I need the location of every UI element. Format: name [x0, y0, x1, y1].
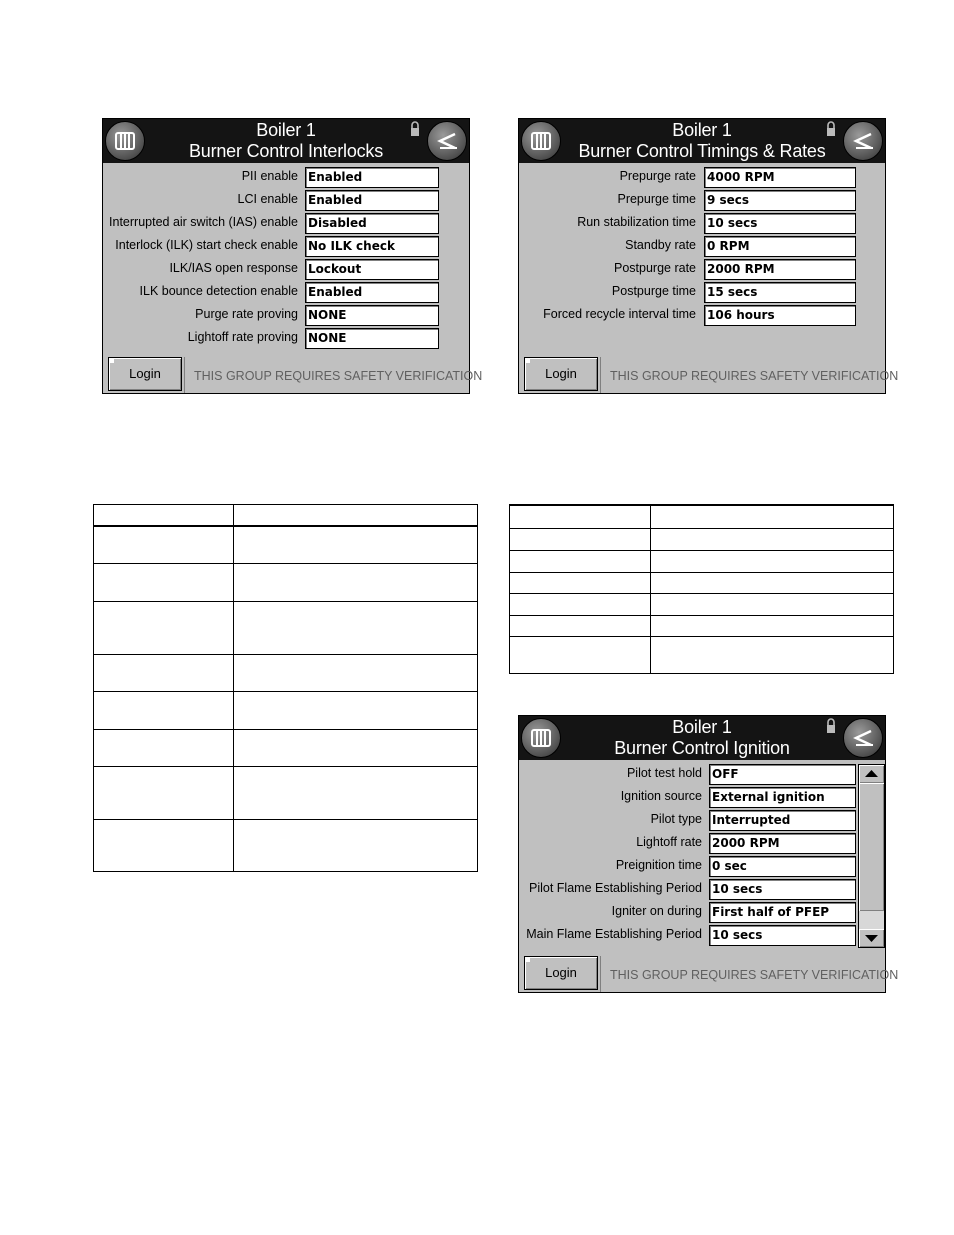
interlocks-description-table	[93, 504, 478, 872]
login-button[interactable]	[108, 357, 182, 391]
row-label: ILK bounce detection enable	[139, 284, 298, 298]
title-line-2: Burner Control Timings & Rates	[578, 141, 826, 161]
login-button[interactable]	[524, 956, 598, 990]
row-value-field[interactable]: 10 secs	[709, 925, 856, 946]
row-value-field[interactable]: 10 secs	[709, 879, 856, 900]
table-row	[94, 692, 478, 730]
row-label: Pilot type	[650, 812, 702, 826]
row-value-field[interactable]: 4000 RPM	[704, 167, 856, 188]
table-row	[94, 655, 478, 692]
row-label: Interrupted air switch (IAS) enable	[109, 215, 298, 229]
table-row	[510, 572, 894, 593]
row-label: Postpurge rate	[614, 261, 696, 275]
vertical-scrollbar[interactable]	[858, 764, 885, 948]
title-line-2: Burner Control Ignition	[614, 738, 790, 758]
panel-footer	[103, 355, 483, 393]
login-label: Login	[545, 366, 577, 381]
back-arrow-icon[interactable]	[843, 121, 883, 161]
row-value-field[interactable]: No ILK check	[305, 236, 439, 257]
scroll-down-arrow-icon[interactable]	[859, 929, 884, 947]
safety-verification-notice: THIS GROUP REQUIRES SAFETY VERIFICATION	[610, 968, 899, 982]
table-row	[94, 526, 478, 564]
table-header-cell	[234, 505, 478, 526]
row-label: Prepurge rate	[619, 169, 696, 183]
table-row	[510, 593, 894, 615]
title-bar	[519, 119, 885, 163]
panel-title	[147, 120, 425, 162]
row-value-field[interactable]: Enabled	[305, 167, 439, 188]
table-header-cell	[510, 505, 651, 528]
row-label: LCI enable	[237, 192, 298, 206]
table-row	[510, 528, 894, 550]
row-value-field[interactable]: 0 RPM	[704, 236, 856, 257]
row-value-field[interactable]: Lockout	[305, 259, 439, 280]
boiler-home-icon[interactable]	[521, 718, 561, 758]
row-value-field[interactable]: 10 secs	[704, 213, 856, 234]
row-label: Lightoff rate proving	[187, 330, 298, 344]
row-label: Main Flame Establishing Period	[526, 927, 702, 941]
panel-title	[563, 717, 841, 759]
title-line-1: Boiler 1	[256, 120, 316, 140]
title-line-1: Boiler 1	[672, 717, 732, 737]
timings-description-table	[509, 504, 894, 674]
row-value-field[interactable]: Enabled	[305, 190, 439, 211]
row-value-field[interactable]: Disabled	[305, 213, 439, 234]
table-row	[94, 730, 478, 767]
login-label: Login	[545, 965, 577, 980]
row-value-field[interactable]: Interrupted	[709, 810, 856, 831]
row-label: Lightoff rate	[636, 835, 702, 849]
row-label: ILK/IAS open response	[169, 261, 298, 275]
row-label: Prepurge time	[617, 192, 696, 206]
row-label: Ignition source	[620, 789, 702, 803]
boiler-home-icon[interactable]	[521, 121, 561, 161]
login-label: Login	[129, 366, 161, 381]
lock-icon	[825, 718, 837, 734]
panel-footer	[519, 954, 899, 992]
row-label: Pilot test hold	[626, 766, 702, 780]
ignition-panel	[518, 715, 899, 993]
scroll-up-arrow-icon[interactable]	[859, 765, 884, 783]
table-row	[94, 767, 478, 820]
row-label: PII enable	[241, 169, 298, 183]
row-label: Preignition time	[615, 858, 702, 872]
timings-rates-panel	[518, 118, 899, 394]
login-button[interactable]	[524, 357, 598, 391]
row-value-field[interactable]: 9 secs	[704, 190, 856, 211]
row-value-field[interactable]: 2000 RPM	[709, 833, 856, 854]
boiler-home-icon[interactable]	[105, 121, 145, 161]
scrollbar-thumb[interactable]	[859, 783, 884, 911]
row-value-field[interactable]: First half of PFEP	[709, 902, 856, 923]
lock-icon	[825, 121, 837, 137]
back-arrow-icon[interactable]	[843, 718, 883, 758]
row-label: Purge rate proving	[195, 307, 298, 321]
table-row	[510, 636, 894, 673]
row-value-field[interactable]: External ignition	[709, 787, 856, 808]
row-label: Forced recycle interval time	[543, 307, 696, 321]
table-header-cell	[94, 505, 234, 526]
row-value-field[interactable]: NONE	[305, 305, 439, 326]
table-row	[94, 602, 478, 655]
safety-verification-notice: THIS GROUP REQUIRES SAFETY VERIFICATION	[194, 369, 483, 383]
row-value-field[interactable]: 106 hours	[704, 305, 856, 326]
row-label: Standby rate	[625, 238, 696, 252]
row-value-field[interactable]: 0 sec	[709, 856, 856, 877]
table-header-cell	[651, 505, 894, 528]
row-label: Postpurge time	[611, 284, 696, 298]
table-row	[94, 820, 478, 872]
back-arrow-icon[interactable]	[427, 121, 467, 161]
row-value-field[interactable]: Enabled	[305, 282, 439, 303]
row-value-field[interactable]: 15 secs	[704, 282, 856, 303]
title-line-2: Burner Control Interlocks	[188, 141, 384, 161]
panel-title	[563, 120, 841, 162]
title-line-1: Boiler 1	[672, 120, 732, 140]
safety-verification-notice: THIS GROUP REQUIRES SAFETY VERIFICATION	[610, 369, 899, 383]
row-value-field[interactable]: NONE	[305, 328, 439, 349]
lock-icon	[409, 121, 421, 137]
title-bar	[103, 119, 469, 163]
row-label: Pilot Flame Establishing Period	[529, 881, 702, 895]
panel-footer	[519, 355, 899, 393]
row-value-field[interactable]: OFF	[709, 764, 856, 785]
table-row	[510, 615, 894, 636]
interlocks-panel	[102, 118, 483, 394]
row-label: Igniter on during	[611, 904, 702, 918]
title-bar	[519, 716, 885, 760]
table-row	[510, 550, 894, 572]
row-label: Interlock (ILK) start check enable	[115, 238, 298, 252]
row-label: Run stabilization time	[577, 215, 696, 229]
table-row	[94, 564, 478, 602]
row-value-field[interactable]: 2000 RPM	[704, 259, 856, 280]
